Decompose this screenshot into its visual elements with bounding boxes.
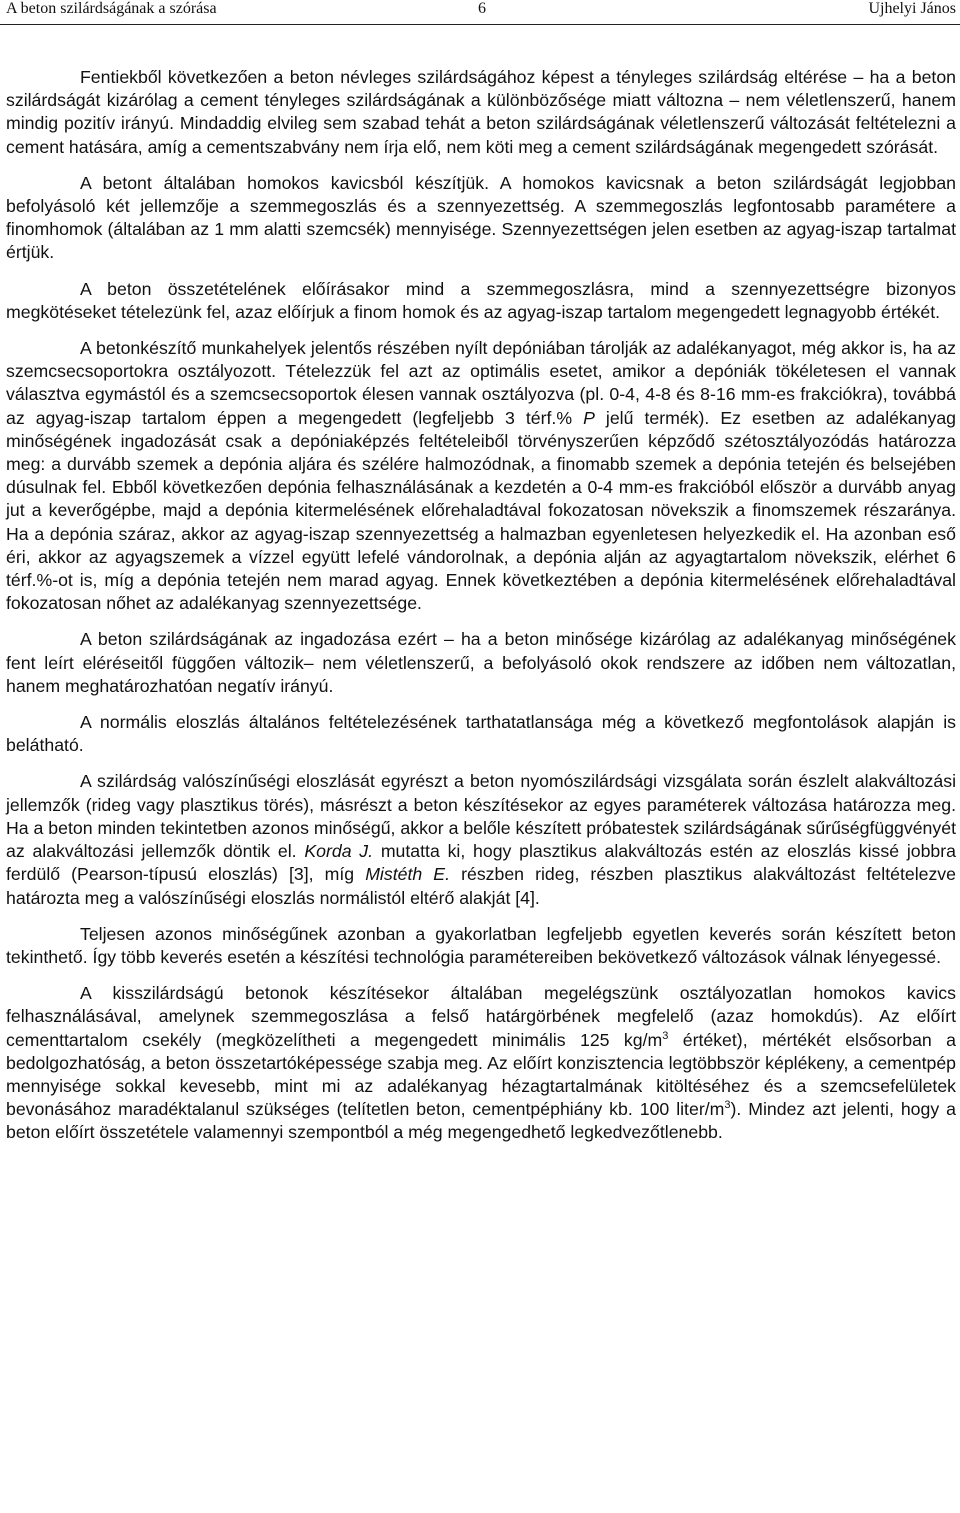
paragraph bbox=[6, 770, 956, 909]
text-segment: ). Mindez azt jelenti, hogy a beton előírt összetétele valamennyi szempontból a még megengedhető legkedvezőtlenebb. bbox=[6, 1099, 956, 1143]
running-title: A beton szilárdságának a szórása bbox=[6, 0, 217, 17]
text-segment: mutatta ki, hogy plasztikus alakváltozás estén az eloszlás kissé jobbra ferdülő (Pearson-típusú eloszlás) [3], míg bbox=[6, 841, 956, 885]
text-segment: értéket), mértékét elsősorban a bedolgozhatóság, a beton összetartóképessége szabja meg. Az előírt konzisztencia legtöbbször képlékeny, a cementpép mennyisége sokkal kevesebb, mint mi az adalékanyag hézagtartalmának kitöltéséhez és a szemcsefelületek bevonásához maradéktalanul szükséges (telítetlen beton, cementpéphiány kb. 100 liter/m bbox=[6, 1029, 956, 1120]
text-segment: A normális eloszlás általános feltételezésének tarthatatlansága még a következő megfontolások alapján is belátható. bbox=[6, 712, 956, 756]
italic-text: Mistéth E. bbox=[365, 864, 451, 885]
paragraph bbox=[6, 711, 956, 757]
paragraph bbox=[6, 278, 956, 324]
paragraph bbox=[6, 66, 956, 159]
superscript: 3 bbox=[662, 1029, 669, 1042]
body-text bbox=[6, 66, 956, 1158]
italic-text: Korda J. bbox=[304, 841, 374, 862]
text-segment: részben rideg, részben plasztikus alakváltozást feltételezve határozta meg a valószínűségi eloszlás normálistól eltérő alakját [4]. bbox=[6, 864, 956, 908]
superscript: 3 bbox=[724, 1099, 731, 1112]
paragraph bbox=[6, 982, 956, 1144]
paragraph bbox=[6, 172, 956, 265]
text-segment: Fentiekből következően a beton névleges szilárdságához képest a tényleges szilárdság eltérése – ha a beton szilárdságát kizárólag a cement tényleges szilárdságának a különbözősége miatt változna – nem véletlenszerű, hanem mindig pozitív irányú. Mindaddig elvileg sem szabad tehát a beton szilárdságának véletlenszerű változását feltételezni a cement hatására, amíg a cementszabvány nem írja elő, nem köti meg a cement szilárdságának megengedett szórását. bbox=[6, 67, 956, 157]
text-segment: A beton szilárdságának az ingadozása ezért – ha a beton minősége kizárólag az adalékanyag minőségének fent leírt eléréseitől függően változik– nem véletlenszerű, a befolyásoló okok rendszere az időben nem változatlan, hanem meghatározhatóan negatív irányú. bbox=[6, 629, 956, 696]
text-segment: A szilárdság valószínűségi eloszlását egyrészt a beton nyomószilárdsági vizsgálata során észlelt alakváltozási jellemzők (rideg vagy plasztikus törés), másrészt a beton készítésekor az egyes paraméterek változása határozza meg. Ha a beton minden tekintetben azonos minőségű, akkor a belőle készített próbatestek szilárdságának sűrűségfüggvényét az alakváltozási jellemzők döntik el. bbox=[6, 771, 956, 862]
author-name: Ujhelyi János bbox=[868, 0, 956, 17]
text-segment: Teljesen azonos minőségűnek azonban a gyakorlatban legfeljebb egyetlen keverés során készített beton tekinthető. Így több keverés esetén a készítési technológia paramétereiben bekövetkező változások válnak lényegessé. bbox=[6, 923, 956, 967]
paragraph bbox=[6, 337, 956, 615]
page-header bbox=[0, 0, 960, 25]
text-segment: A beton összetételének előírásakor mind a szemmegoszlásra, mind a szennyezettségre bizonyos megkötéseket tételezünk fel, azaz előírjuk a finom homok és az agyag-iszap tartalom megengedett legnagyobb értékét. bbox=[6, 278, 956, 322]
text-segment: jelű termék). Ez esetben az adalékanyag minőségének ingadozását csak a depóniaképzés feltételeiből törvényszerűen képződő szétosztályozódás határozza meg: a durvább szemek a depónia aljára és szélére halmozódnak, a finomabb szemek a depónia tetején és belsejében dúsulnak fel. Ebből következően depónia felhasználásának a kezdetén a 0-4 mm-es frakcióból először a durvább anyag jut a keverőgépbe, majd a depónia kitermelésének előrehaladtával fokozatosan növekszik a finomszemek részaránya. Ha a depónia száraz, akkor az agyag-iszap szennyezettség a halmazban egyenletesen helyezkedik el. Ha azonban eső éri, akkor az agyagszemek a vízzel együtt lefelé vándorolnak, a depónia alján az agyagtartalom növekszik, elérhet 6 térf.%-ot is, míg a depónia tetején nem marad agyag. Ennek következtében a depónia kitermelésének előrehaladtával fokozatosan nőhet az adalékanyag szennyezettsége. bbox=[6, 407, 956, 614]
text-segment: A kisszilárdságú betonok készítésekor általában megelégszünk osztályozatlan homokos kavics felhasználásával, amelynek szemmegoszlása a felső határgörbének megfelelő (azaz homokdús). Az előírt cementtartalom csekély (megközelítheti a megengedett minimális 125 kg/m bbox=[6, 983, 956, 1050]
paragraph bbox=[6, 923, 956, 969]
page-number: 6 bbox=[478, 0, 486, 17]
italic-text: P bbox=[583, 407, 595, 428]
text-segment: A betonkészítő munkahelyek jelentős részében nyílt depóniában tárolják az adalékanyagot, még akkor is, ha az szemcsecsoportokra osztályozott. Tételezzük fel azt az optimális esetet, amikor a depóniák tökéletesen el vannak választva egymástól és a szemcsecsoportok élesen vannak osztályozva (pl. 0-4, 4-8 és 8-16 mm-es frakciókra), továbbá az agyag-iszap tartalom éppen a megengedett (legfeljebb 3 térf.% bbox=[6, 338, 956, 428]
paragraph bbox=[6, 628, 956, 698]
text-segment: A betont általában homokos kavicsból készítjük. A homokos kavicsnak a beton szilárdságát legjobban befolyásoló két jellemzője a szemmegoszlás és a szennyezettség. A szemmegoszlás legfontosabb paramétere a finomhomok (általában az 1 mm alatti szemcsék) mennyisége. Szennyezettségen jelen esetben az agyag-iszap tartalmat értjük. bbox=[6, 172, 956, 263]
